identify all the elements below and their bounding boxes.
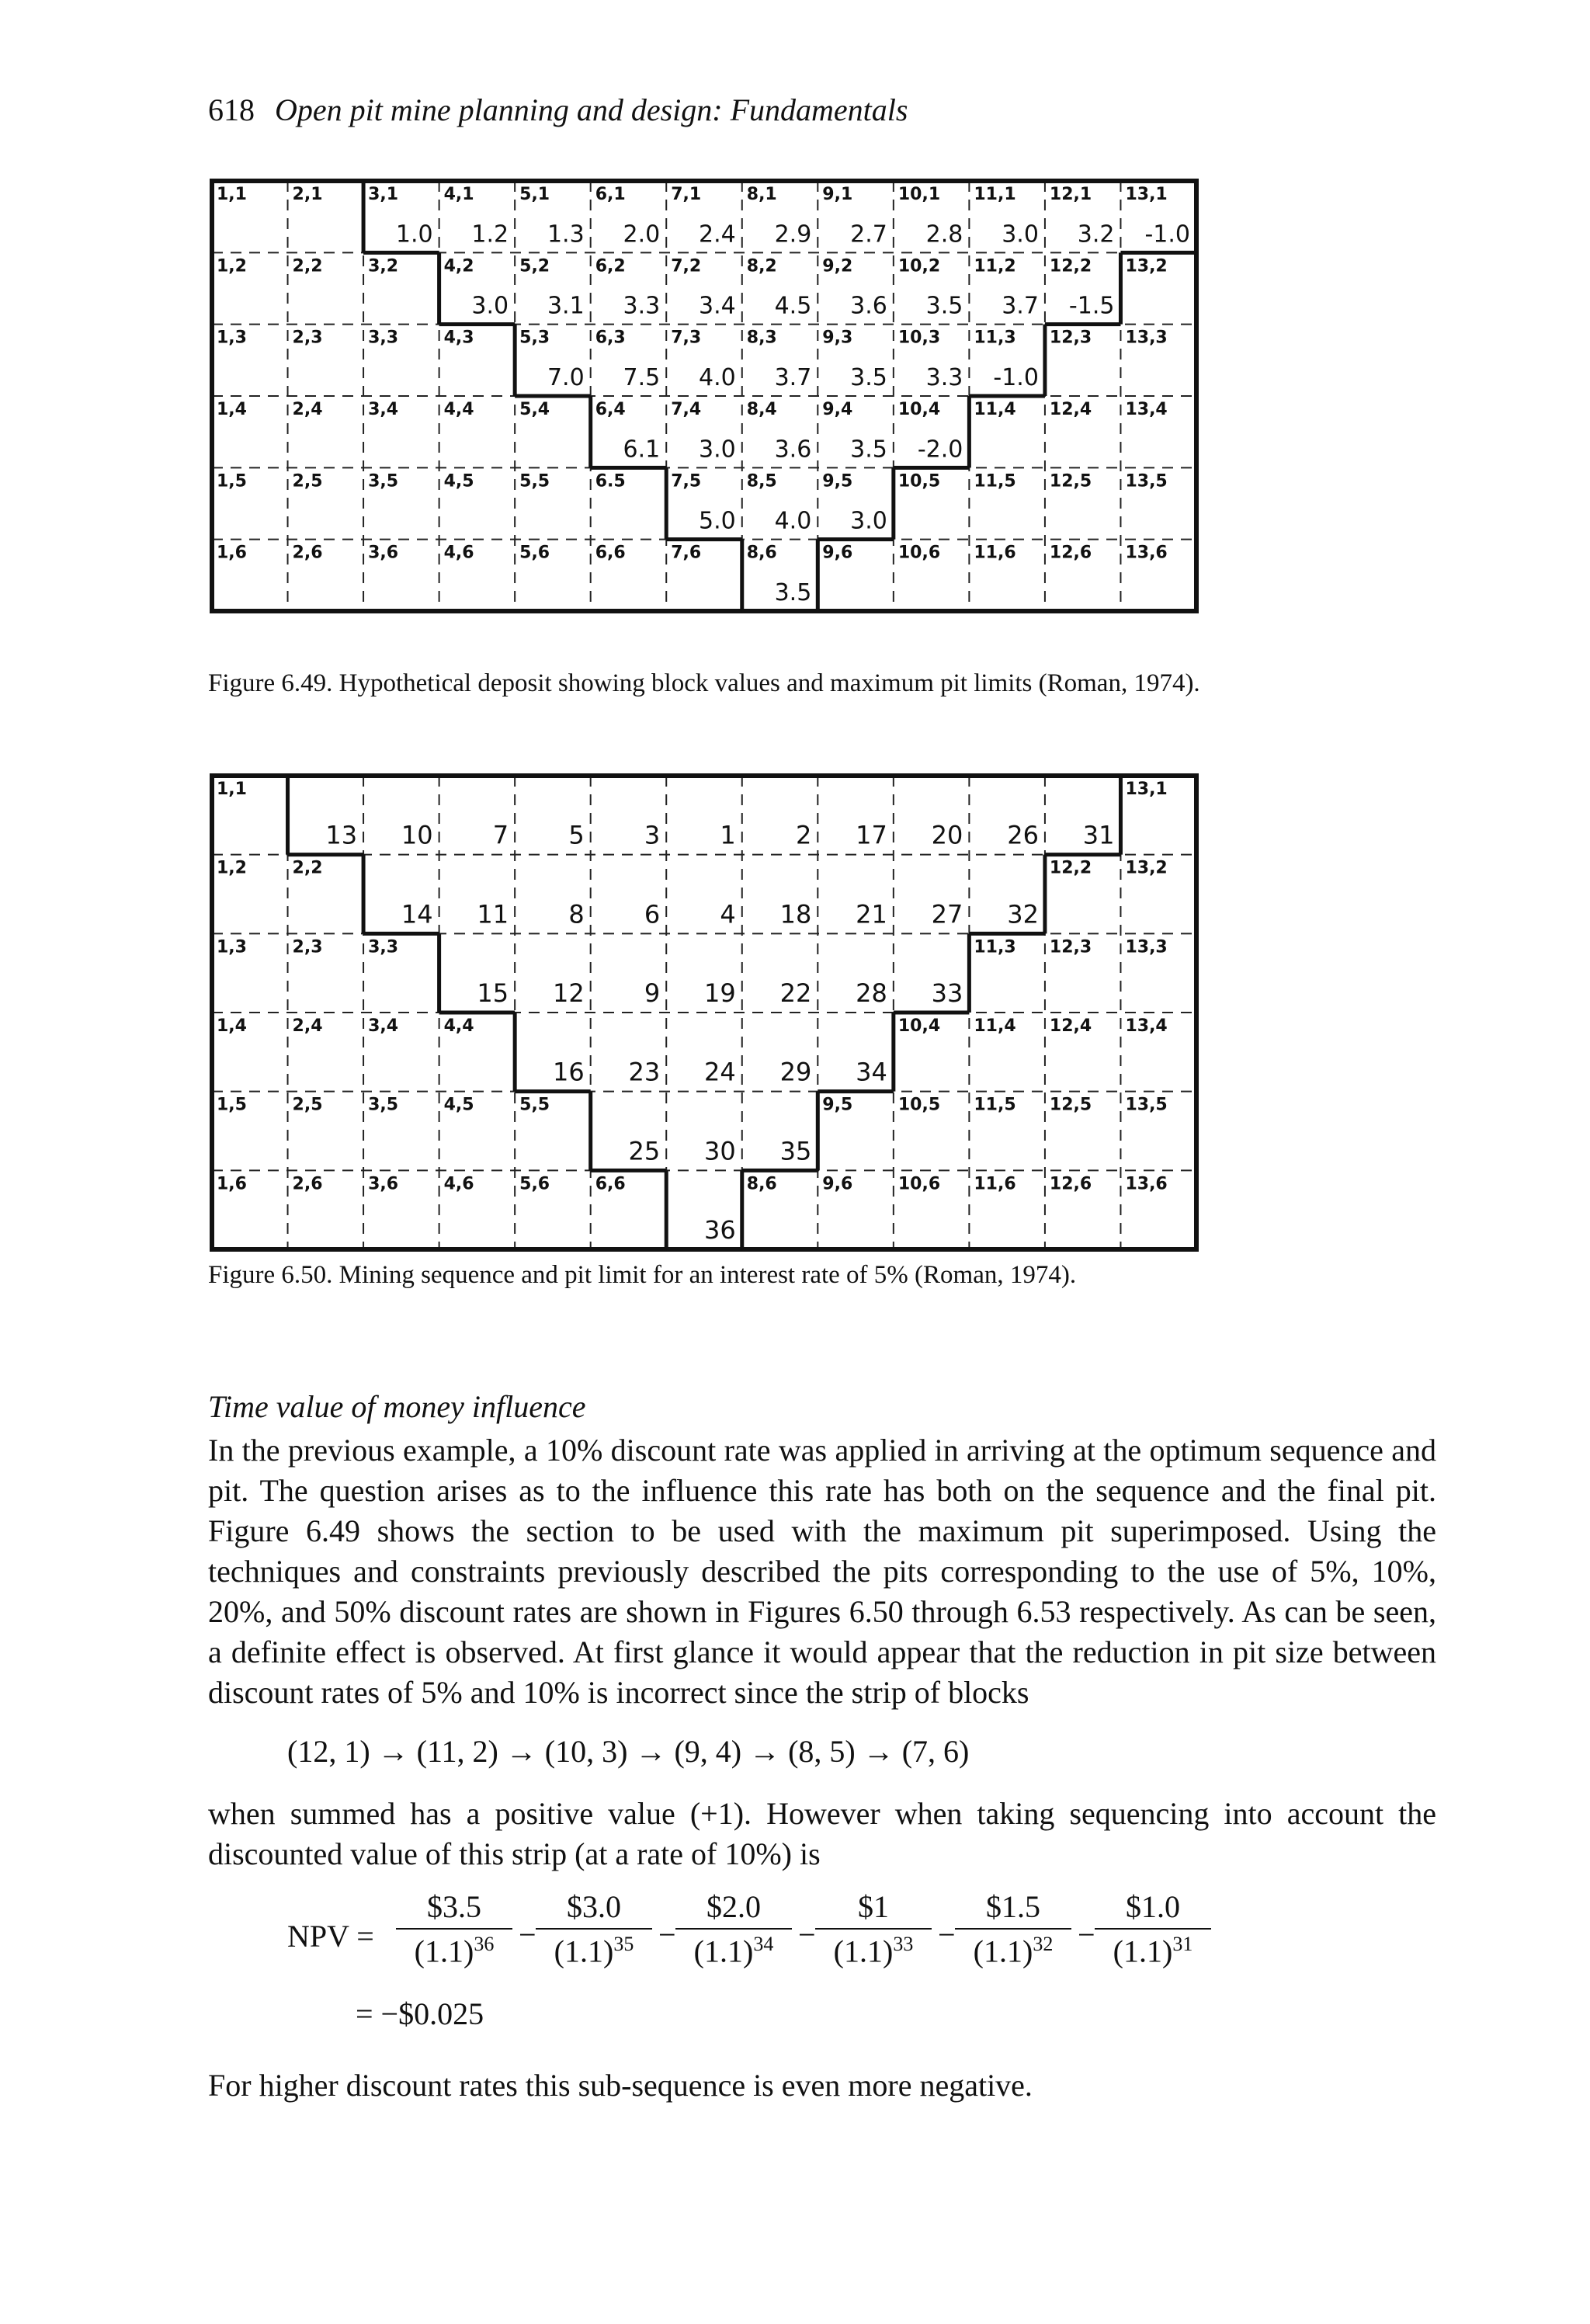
fig649-block-value: 3.1 [547,292,585,320]
fig650-block-value: 4 [720,899,736,929]
fig650-block-value: 2 [795,820,812,850]
fig649-block-value: 3.4 [699,292,736,320]
fig649-block-value: 3.5 [850,436,887,464]
fig649-block-label: 6,2 [595,256,626,276]
fig649-block-label: 11,1 [974,185,1016,204]
fig649-block-value: 7.5 [623,364,661,391]
fig649-block-label: 2,2 [292,256,323,276]
fig650-block-label: 1,6 [217,1174,247,1194]
fig649-block-label: 12,4 [1049,400,1092,419]
fig649-block-value: -1.0 [1144,221,1190,248]
fig649-block-label: 8,4 [746,400,777,419]
fig650-block-value: 35 [779,1136,812,1166]
npv-fraction [536,1888,652,1969]
fig650-block-label: 9,6 [822,1174,853,1194]
fig649-block-label: 13,6 [1125,543,1168,563]
fig649-block-label: 2,1 [292,185,323,204]
fig650-block-label: 5,6 [519,1174,550,1194]
npv-minus-operator: − [658,1917,676,1952]
fig649-block-label: 5,2 [519,256,550,276]
fig649-block-label: 11,5 [974,471,1016,492]
fig650-block-label: 12,3 [1049,937,1092,957]
fig649-block-label: 8,6 [746,543,777,563]
fig649-block-value: 3.5 [774,579,812,606]
fig650-block-value: 13 [325,820,358,850]
fig650-block-label: 3,3 [368,937,399,957]
fig649-block-label: 12,3 [1049,328,1092,348]
fig650-block-value: 20 [931,820,963,850]
fig650-block-label: 13,6 [1125,1174,1168,1194]
fig649-block-label: 1,5 [217,471,247,492]
fig650-block-value: 12 [552,978,585,1008]
fig649-block-value: 2.9 [774,221,812,248]
fig649-block-value: 3.5 [850,364,887,391]
fig650-block-label: 2,4 [292,1016,323,1036]
fig649-block-value: -1.5 [1068,292,1115,320]
fig649-block-label: 3,3 [368,328,399,348]
fig650-block-value: 36 [704,1215,736,1245]
figure-6-50-caption: Figure 6.50. Mining sequence and pit limit for an interest rate of 5% (Roman, 1974). [208,1261,1077,1289]
fig650-block-label: 9,5 [822,1095,853,1115]
fig649-block-label: 13,4 [1125,400,1168,419]
npv-label: NPV = [287,1919,374,1954]
fig649-block-label: 5,5 [519,471,550,492]
fig649-block-label: 3,6 [368,543,399,563]
npv-minus-operator: − [519,1917,536,1952]
fig649-block-label: 8,2 [746,256,777,276]
fig650-block-value: 19 [704,978,736,1008]
fig650-block-value: 16 [552,1057,585,1087]
fig650-block-value: 11 [477,899,509,929]
npv-minus-operator: − [938,1917,956,1952]
figure-6-49 [208,177,1200,615]
fig650-block-label: 12,6 [1049,1174,1092,1194]
fig649-block-label: 4,1 [443,185,474,204]
fig650-block-label: 4,6 [443,1174,474,1194]
fig650-block-label: 11,6 [974,1174,1016,1194]
fig649-block-label: 13,3 [1125,328,1168,348]
fig649-block-label: 7,2 [671,256,702,276]
fig650-block-label: 1,2 [217,858,247,878]
fig650-block-value: 31 [1082,820,1115,850]
fig650-block-label: 4,4 [443,1016,474,1036]
fig649-block-label: 2,3 [292,328,323,348]
fig649-block-label: 10,2 [897,256,941,276]
npv-denominator: $(1.1)^{34}$ [693,1933,774,1969]
fig649-block-label: 10,4 [897,400,941,419]
fig650-block-label: 10,6 [897,1174,941,1194]
fig650-block-label: 10,5 [897,1095,941,1115]
fig650-block-value: 18 [779,899,812,929]
fig649-block-label: 4,2 [443,256,474,276]
fig649-block-label: 7,4 [671,400,702,419]
fig650-block-value: 3 [644,820,661,850]
npv-minus-operator: − [1078,1917,1095,1952]
fig649-block-label: 9,4 [822,400,853,419]
fig649-block-label: 8,1 [746,185,777,204]
npv-numerator: $2.0 [675,1888,792,1930]
fig649-block-value: 3.0 [1002,221,1039,248]
fig649-block-label: 3,5 [368,471,399,492]
npv-denominator: $(1.1)^{36}$ [414,1933,495,1969]
fig649-block-value: 2.4 [699,221,736,248]
fig649-block-label: 12,6 [1049,543,1092,563]
fig649-block-label: 6,1 [595,185,626,204]
fig650-block-value: 24 [704,1057,736,1087]
npv-numerator: $1 [815,1888,932,1930]
fig650-block-label: 13,3 [1125,937,1168,957]
fig650-block-value: 30 [704,1136,736,1166]
fig650-block-label: 2,2 [292,858,323,878]
fig649-block-label: 3,2 [368,256,399,276]
fig650-block-label: 3,5 [368,1095,399,1115]
fig649-block-value: 5.0 [699,507,736,535]
fig649-block-label: 2,5 [292,471,323,492]
fig650-block-label: 12,4 [1049,1016,1092,1036]
fig649-block-label: 8,3 [746,328,777,348]
fig649-block-value: 6.1 [623,436,661,464]
fig649-block-label: 11,6 [974,543,1016,563]
fig649-block-label: 5,6 [519,543,550,563]
fig649-block-label: 11,3 [974,328,1016,348]
fig649-block-label: 9,5 [822,471,853,492]
fig649-block-label: 9,6 [822,543,853,563]
fig650-block-value: 21 [856,899,887,929]
npv-denominator: $(1.1)^{35}$ [554,1933,634,1969]
fig649-block-label: 1,2 [217,256,247,276]
fig649-block-label: 12,2 [1049,256,1092,276]
fig650-block-label: 2,6 [292,1174,323,1194]
fig650-block-label: 13,5 [1125,1095,1168,1115]
fig649-block-label: 6,6 [595,543,626,563]
fig649-block-value: 1.0 [395,221,433,248]
section-heading: Time value of money influence [208,1389,586,1424]
closing-sentence: For higher discount rates this sub-sequence is even more negative. [208,2068,1033,2103]
running-title: Open pit mine planning and design: Fundamentals [275,92,908,127]
fig649-block-label: 1,1 [217,185,247,204]
fig650-block-value: 29 [779,1057,812,1087]
fig649-block-value: -2.0 [917,436,963,464]
fig649-block-label: 9,1 [822,185,853,204]
page-header [208,92,908,128]
npv-minus-operator: − [798,1917,816,1952]
fig650-block-value: 6 [644,899,661,929]
npv-numerator: $1.0 [1095,1888,1211,1930]
fig649-block-value: 2.7 [850,221,887,248]
npv-result: = −$0.025 [356,1996,484,2031]
fig649-block-label: 5,1 [519,185,550,204]
paragraph-2: when summed has a positive value (+1). However when taking sequencing into account the discounted value of this strip (at a rate of 10%) is [208,1796,1436,1871]
npv-numerator: $1.5 [955,1888,1071,1930]
paragraph-1: In the previous example, a 10% discount rate was applied in arriving at the optimum sequence and pit. The question arises as to the influence this rate has both on the sequence and the final pit. Figure 6.49 shows the section to be used with the maximum pit superimposed. Using the techniques and constraints previously described the pits corresponding to the use of 5%, 10%, 20%, and 50% discount rates are shown in Figures 6.50 through 6.53 respectively. As can be seen, a definite effect is observed. At first glance it would appear that the reduction in pit size between discount rates of 5% and 10% is incorrect since the strip of blocks [208,1433,1436,1710]
fig649-block-label: 12,1 [1049,185,1092,204]
fig649-block-label: 9,3 [822,328,853,348]
figure-6-49-grid [208,177,1200,615]
fig649-block-value: 4.0 [774,507,812,535]
npv-fraction [1095,1888,1211,1969]
npv-numerator: $3.5 [396,1888,512,1930]
fig650-block-label: 10,4 [897,1016,941,1036]
fig650-block-value: 14 [401,899,433,929]
figure-6-50-grid [208,772,1200,1253]
fig650-block-value: 9 [644,978,661,1008]
fig649-block-value: 1.3 [547,221,585,248]
npv-fraction [675,1888,792,1969]
fig649-block-value: 1.2 [471,221,509,248]
fig650-block-label: 12,5 [1049,1095,1092,1115]
fig649-block-label: 4,4 [443,400,474,419]
fig649-block-label: 12,5 [1049,471,1092,492]
fig650-block-value: 22 [779,978,812,1008]
fig649-block-label: 2,4 [292,400,323,419]
fig650-block-label: 1,4 [217,1016,247,1036]
fig649-block-label: 6,4 [595,400,626,419]
fig649-block-label: 6,3 [595,328,626,348]
fig649-block-value: 3.0 [699,436,736,464]
fig650-block-label: 13,1 [1125,780,1168,799]
fig650-block-label: 11,3 [974,937,1016,957]
fig649-block-label: 3,1 [368,185,399,204]
fig650-block-label: 1,1 [217,780,247,799]
fig649-block-label: 4,3 [443,328,474,348]
fig649-block-label: 6.5 [595,471,626,492]
fig649-block-label: 3,4 [368,400,399,419]
fig649-block-label: 4,5 [443,471,474,492]
npv-fraction [955,1888,1071,1969]
fig650-block-label: 6,6 [595,1174,626,1194]
fig650-block-value: 5 [568,820,585,850]
npv-denominator: $(1.1)^{31}$ [1113,1933,1193,1969]
fig650-block-label: 2,3 [292,937,323,957]
fig650-block-label: 13,4 [1125,1016,1168,1036]
fig649-block-label: 7,6 [671,543,702,563]
fig649-block-value: 3.6 [774,436,812,464]
fig650-block-label: 1,5 [217,1095,247,1115]
fig649-block-label: 13,2 [1125,256,1168,276]
fig650-block-value: 17 [856,820,887,850]
fig649-block-label: 10,3 [897,328,941,348]
fig650-block-value: 33 [931,978,963,1008]
fig650-block-label: 13,2 [1125,858,1168,878]
figure-6-49-caption: Figure 6.49. Hypothetical deposit showing block values and maximum pit limits (Roman, 1974). [208,669,1200,697]
fig650-block-label: 3,6 [368,1174,399,1194]
npv-denominator: $(1.1)^{32}$ [973,1933,1054,1969]
fig649-block-value: 4.5 [774,292,812,320]
fig649-block-value: 3.3 [623,292,661,320]
fig649-block-value: 3.7 [1002,292,1039,320]
fig649-block-value: 3.2 [1077,221,1115,248]
fig649-block-label: 4,6 [443,543,474,563]
npv-numerator: $3.0 [536,1888,652,1930]
fig649-block-label: 7,3 [671,328,702,348]
fig649-block-label: 1,3 [217,328,247,348]
fig650-block-value: 23 [628,1057,661,1087]
fig649-block-value: 3.0 [471,292,509,320]
fig650-block-value: 25 [628,1136,661,1166]
npv-fraction [396,1888,512,1969]
fig650-block-value: 26 [1007,820,1039,850]
fig650-block-label: 3,4 [368,1016,399,1036]
fig650-block-label: 8,6 [746,1174,777,1194]
fig649-block-label: 11,2 [974,256,1016,276]
figure-6-50 [208,772,1200,1253]
fig649-block-label: 8,5 [746,471,777,492]
fig649-block-label: 5,4 [519,400,550,419]
fig649-block-value: 3.7 [774,364,812,391]
fig649-block-label: 10,1 [897,185,941,204]
fig649-block-label: 7,1 [671,185,702,204]
fig649-block-label: 5,3 [519,328,550,348]
fig650-block-label: 4,5 [443,1095,474,1115]
fig649-block-label: 13,1 [1125,185,1168,204]
fig649-block-value: 3.5 [925,292,963,320]
fig650-block-label: 2,5 [292,1095,323,1115]
fig650-block-value: 10 [401,820,433,850]
fig650-block-value: 34 [856,1057,887,1087]
fig649-block-label: 2,6 [292,543,323,563]
fig649-block-value: 3.6 [850,292,887,320]
fig649-block-value: 3.3 [925,364,963,391]
fig649-block-label: 10,6 [897,543,941,563]
fig649-block-value: 4.0 [699,364,736,391]
fig650-block-value: 15 [477,978,509,1008]
fig649-block-label: 10,5 [897,471,941,492]
fig650-block-label: 5,5 [519,1095,550,1115]
npv-fraction [815,1888,932,1969]
block-sequence: (12, 1) → (11, 2) → (10, 3) → (9, 4) → (8, 5) → (7, 6) [287,1734,970,1769]
fig650-block-value: 7 [492,820,509,850]
fig650-block-value: 32 [1007,899,1039,929]
fig649-block-label: 13,5 [1125,471,1168,492]
npv-denominator: $(1.1)^{33}$ [833,1933,914,1969]
fig649-block-value: 3.0 [850,507,887,535]
fig650-block-value: 28 [856,978,887,1008]
fig649-block-label: 11,4 [974,400,1016,419]
fig650-block-value: 8 [568,899,585,929]
fig649-block-value: 2.8 [925,221,963,248]
fig649-block-label: 9,2 [822,256,853,276]
fig650-block-label: 11,4 [974,1016,1016,1036]
page-number: 618 [208,92,255,127]
fig649-block-value: -1.0 [993,364,1039,391]
fig649-block-label: 1,4 [217,400,247,419]
fig650-block-label: 11,5 [974,1095,1016,1115]
fig650-block-label: 1,3 [217,937,247,957]
fig650-block-label: 12,2 [1049,858,1092,878]
fig649-block-value: 2.0 [623,221,661,248]
fig650-block-value: 27 [931,899,963,929]
fig649-block-label: 1,6 [217,543,247,563]
fig650-block-value: 1 [720,820,736,850]
fig649-block-value: 7.0 [547,364,585,391]
fig649-block-label: 7,5 [671,471,702,492]
